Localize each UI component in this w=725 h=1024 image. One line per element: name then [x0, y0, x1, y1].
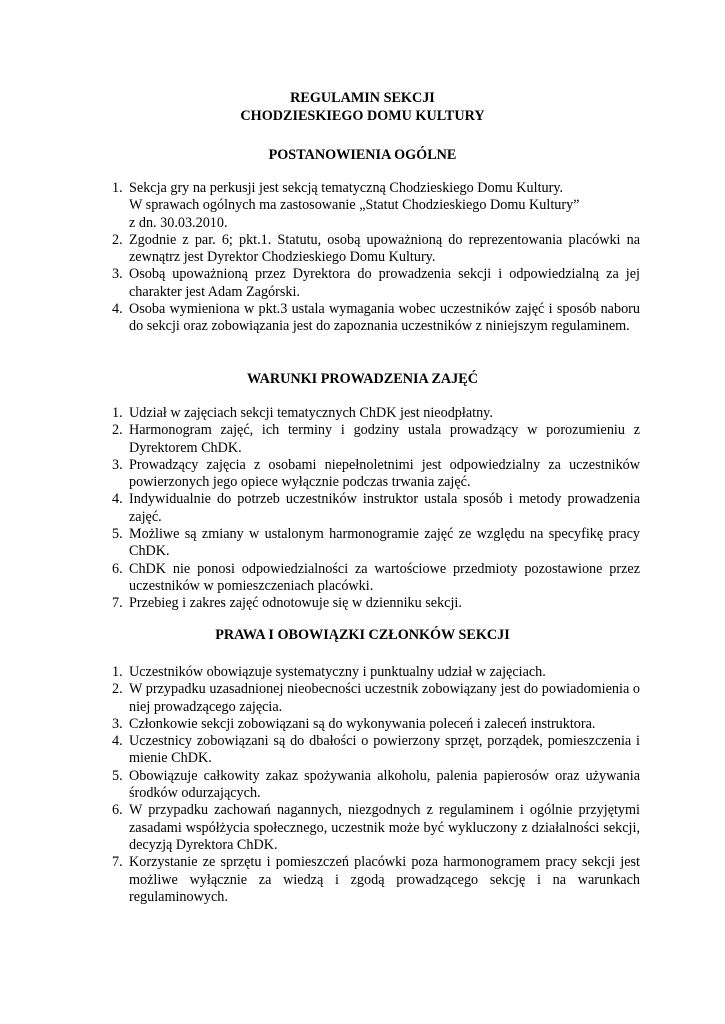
list-item-number: 4. [112, 733, 123, 750]
list-item-number: 3. [112, 266, 123, 283]
list-item [112, 491, 640, 526]
document-title-line-1: REGULAMIN SEKCJI [290, 90, 435, 106]
list-item-text-line: W sprawach ogólnych ma zastosowanie „Statut Chodzieskiego Domu Kultury” [129, 197, 580, 214]
list-item-number: 7. [112, 595, 123, 612]
list-item-text: Osoba wymieniona w pkt.3 ustala wymagania wobec uczestników zajęć i sposób naboru do sekcji oraz zobowiązania jest do zapoznania uczestników z niniejszym regulaminem. [129, 301, 640, 335]
list-item-text: Uczestników obowiązuje systematyczny i punktualny udział w zajęciach. [129, 664, 546, 680]
list-item-text: W przypadku uzasadnionej nieobecności uczestnik zobowiązany jest do powiadomienia o niej prowadzącego zajęcia. [129, 681, 640, 715]
list-item-number: 6. [112, 802, 123, 819]
member-rights-duties-list [112, 664, 640, 906]
list-item [112, 457, 640, 492]
list-item-number: 2. [112, 681, 123, 698]
list-item-text: Osobą upoważnioną przez Dyrektora do prowadzenia sekcji i odpowiedzialną za jej charakter jest Adam Zagórski. [129, 266, 640, 300]
list-item-text: Prowadzący zajęcia z osobami niepełnoletnimi jest odpowiedzialny za uczestników powierzonych jego opiece wyłącznie podczas trwania zajęć. [129, 456, 640, 491]
list-item [112, 232, 640, 267]
list-item-text: Korzystanie ze sprzętu i pomieszczeń placówki poza harmonogramem pracy sekcji jest możliwe wyłącznie za wiedzą i zgodą prowadzącego sekcję i na warunkach regulaminowych. [129, 854, 640, 905]
section-heading-general-provisions: POSTANOWIENIA OGÓLNE [268, 147, 457, 163]
list-item-number: 6. [112, 560, 123, 577]
list-item [112, 405, 640, 422]
list-item [112, 716, 640, 733]
list-item-text: Uczestnicy zobowiązani są do dbałości o powierzony sprzęt, porządek, pomieszczenia i mienie ChDK. [129, 733, 640, 767]
list-item-number: 3. [112, 456, 123, 473]
list-item-number: 1. [112, 180, 123, 196]
list-item [112, 561, 640, 596]
list-item [112, 301, 640, 336]
list-item [112, 768, 640, 803]
list-item-text: Członkowie sekcji zobowiązani są do wykonywania poleceń i zaleceń instruktora. [129, 715, 596, 732]
list-item-number: 5. [112, 767, 123, 784]
list-item [112, 595, 640, 612]
list-item [112, 854, 640, 906]
list-item [112, 266, 640, 301]
section-heading-class-conditions: WARUNKI PROWADZENIA ZAJĘĆ [247, 371, 478, 387]
list-item-number: 2. [112, 422, 123, 439]
list-item-number: 7. [112, 854, 123, 871]
list-item-text: Zgodnie z par. 6; pkt.1. Statutu, osobą upoważnioną do reprezentowania placówki na zewnątrz jest Dyrektor Chodzieskiego Domu Kultury. [129, 231, 640, 266]
list-item-text: Możliwe są zmiany w ustalonym harmonogramie zajęć ze względu na specyfikę pracy ChDK. [129, 526, 640, 560]
list-item-text-line: Sekcja gry na perkusji jest sekcją tematyczną Chodzieskiego Domu Kultury. [129, 180, 564, 196]
list-item [112, 681, 640, 716]
list-item [112, 802, 640, 854]
list-item [112, 526, 640, 561]
list-item-text-line: z dn. 30.03.2010. [129, 214, 228, 231]
list-item [112, 664, 640, 681]
list-item-number: 2. [112, 231, 123, 248]
list-item-number: 4. [112, 301, 123, 318]
list-item-text: Obowiązuje całkowity zakaz spożywania alkoholu, palenia papierosów oraz używania środków odurzających. [129, 767, 640, 802]
list-item-text: ChDK nie ponosi odpowiedzialności za wartościowe przedmioty pozostawione przez uczestników w pomieszczeniach placówki. [129, 560, 640, 594]
document-title-line-2: CHODZIESKIEGO DOMU KULTURY [240, 108, 485, 124]
list-item-number: 1. [112, 664, 123, 680]
list-item-number: 1. [112, 405, 123, 421]
section-heading-member-rights-duties: PRAWA I OBOWIĄZKI CZŁONKÓW SEKCJI [215, 627, 510, 643]
list-item-text: Harmonogram zajęć, ich terminy i godziny ustala prowadzący w porozumieniu z Dyrektorem ChDK. [129, 422, 640, 456]
list-item-number: 3. [112, 715, 123, 732]
list-item [112, 733, 640, 768]
list-item [112, 422, 640, 457]
list-item-text: Przebieg i zakres zajęć odnotowuje się w dzienniku sekcji. [129, 595, 462, 612]
list-item-number: 5. [112, 526, 123, 543]
list-item-text: Indywidualnie do potrzeb uczestników instruktor ustala sposób i metody prowadzenia zajęć. [129, 491, 640, 525]
class-conditions-list [112, 405, 640, 613]
general-provisions-list [112, 180, 640, 336]
list-item [112, 180, 640, 232]
list-item-text: W przypadku zachowań nagannych, niezgodnych z regulaminem i ogólnie przyjętymi zasadami współżycia społecznego, uczestnik może być wykluczony z działalności sekcji, decyzją Dyrektora ChDK. [129, 802, 640, 853]
list-item-text: Udział w zajęciach sekcji tematycznych ChDK jest nieodpłatny. [129, 405, 493, 421]
list-item-number: 4. [112, 491, 123, 508]
